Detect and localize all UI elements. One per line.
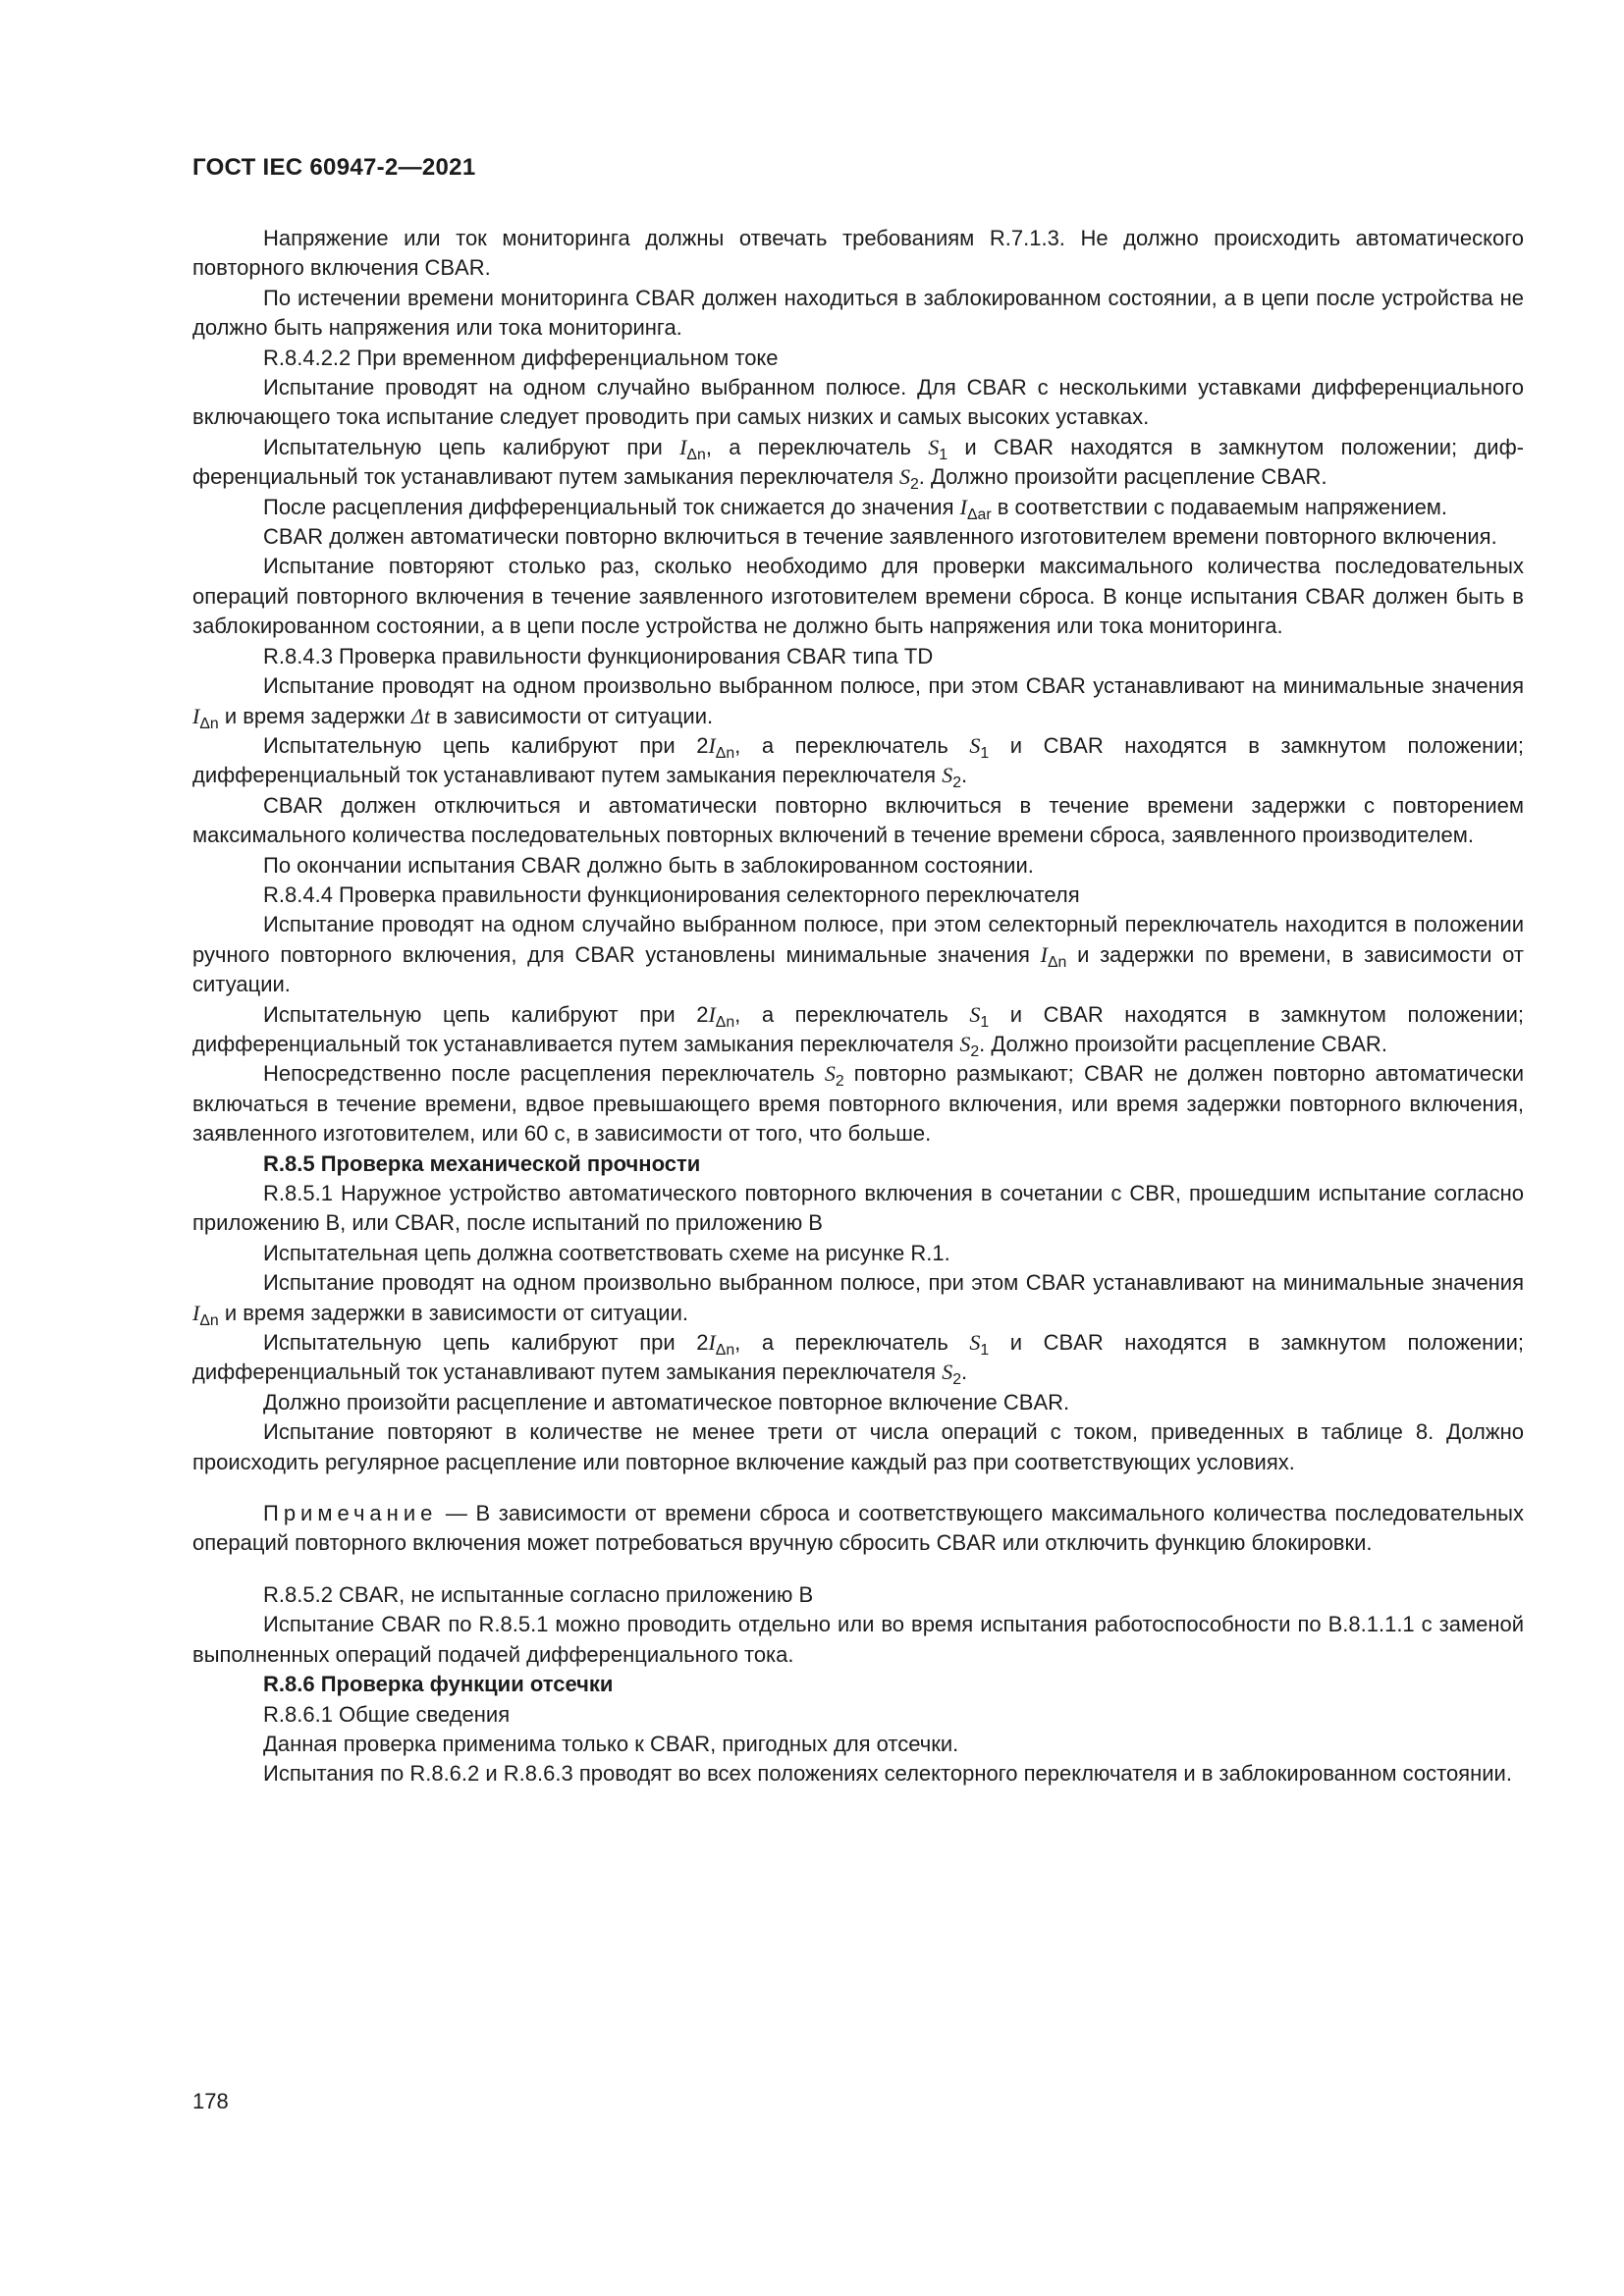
text-run: Испытание повторяют столько раз, сколько необходимо для проверки максимального количества последовательных операций повторного включения в течение заявленного изготовителем времени сброса. В конце испытания CBAR должен быть в заблокированном состоянии, а в цепи после устройства не должно быть напряжения или тока мониторинга. xyxy=(192,554,1524,639)
text-run: Непосредственно после расцепления переключатель xyxy=(263,1061,825,1087)
para-r-8-6-tests xyxy=(192,1759,1524,1789)
para-td-trip xyxy=(192,791,1524,851)
text-run: и время задержки в зависимости от ситуации. xyxy=(218,1300,688,1325)
heading-r-8-5 xyxy=(192,1149,1524,1179)
text-run: Испытательная цепь должна соответствовать схеме на рисунке R.1. xyxy=(263,1240,950,1265)
para-calibrate-1 xyxy=(192,433,1524,493)
para-r-8-5-1 xyxy=(192,1179,1524,1239)
para-selector-test xyxy=(192,910,1524,999)
heading-r-8-4-2-2 xyxy=(192,344,1524,373)
subscript: Δn xyxy=(199,715,219,732)
text-run: повторно размыкают; CBAR не должен повторно автоматически включаться в течение времени, вдвое превышающего время повторного включения, или время задержки повторного включения, заявленного изготовителем, или 60 с, в зависимости от того, что больше. xyxy=(192,1061,1524,1147)
text-run: и задержки по времени, в зависимости от ситуации. xyxy=(192,941,1524,997)
math-symbol: I xyxy=(192,703,200,728)
text-run: R.8.5.1 Наружное устройство автоматического повторного включения в сочетании с CBR, прошедшим испытание согласно приложению B, или CBAR, после испытаний по приложению B xyxy=(192,1181,1524,1236)
para-repeat xyxy=(192,552,1524,641)
text-run: — В зависимости от времени сброса и соответствующего максимального количества последовательных операций повторного включения может потребоваться вручную сбросить CBAR или отключить функцию блокировки. xyxy=(192,1501,1524,1556)
text-run: Испытание проводят на одном произвольно выбранном полюсе, при этом CBAR устанавливают на минимальные значения xyxy=(263,673,1524,699)
para-after-trip xyxy=(192,493,1524,522)
text-run: CBAR должен автоматически повторно включиться в течение заявленного изготовителем времени повторного включения. xyxy=(263,524,1497,550)
text-run: CBAR должен отключиться и автоматически повторно включиться в течение времени задержки с повторением максимального количества последовательных повторных включений в течение времени сброса, заявленного производителем. xyxy=(192,792,1524,848)
subscript: 1 xyxy=(980,1013,990,1031)
heading-r-8-4-4 xyxy=(192,881,1524,910)
text-run: Испытание повторяют в количестве не менее трети от числа операций с током, приведенных в таблице 8. Должно происходить регулярное расцепление или повторное включение каждый раз при соответствующих условиях. xyxy=(192,1419,1524,1474)
text-run: По окончании испытания CBAR должно быть в заблокированном состоянии. xyxy=(263,852,1034,878)
text-run: R.8.5.2 CBAR, не испытанные согласно приложению B xyxy=(263,1581,814,1607)
text-run: в зависимости от ситуации. xyxy=(429,703,714,728)
math-symbol: S xyxy=(898,464,910,490)
para-mech-repeat xyxy=(192,1417,1524,1477)
math-symbol: Δt xyxy=(410,703,430,728)
text-run: и CBAR находятся в замкнутом положении; дифференциальный ток устанавливается путем замыкания переключателя xyxy=(192,1001,1524,1056)
text-run: , а переключатель xyxy=(734,1001,970,1027)
text-run: Испытания по R.8.6.2 и R.8.6.3 проводят во всех положениях селекторного переключателя и в заблокированном состоянии. xyxy=(263,1761,1512,1787)
text-run: Испытание проводят на одном случайно выбранном полюсе. Для CBAR с несколькими уставками дифференциального включающего тока испытание следует проводить при самых низких и самых высоких уставках. xyxy=(192,375,1524,430)
text-run: Испытательную цепь калибруют при 2 xyxy=(263,1330,709,1356)
math-symbol: S xyxy=(942,1360,953,1385)
math-symbol: S xyxy=(942,763,953,788)
page-number: 178 xyxy=(192,2089,229,2113)
para-calibrate-4 xyxy=(192,1328,1524,1388)
subscript: Δn xyxy=(715,1013,735,1031)
subscript: 1 xyxy=(980,744,990,762)
math-symbol: I xyxy=(959,494,967,519)
text-run: R.8.4.3 Проверка правильности функционирования CBAR типа TD xyxy=(263,643,934,668)
text-run: Испытательную цепь калибруют при 2 xyxy=(263,732,709,758)
para-calibrate-2 xyxy=(192,731,1524,791)
math-symbol: S xyxy=(969,1001,981,1027)
document-body xyxy=(192,224,1524,1789)
math-symbol: S xyxy=(969,732,981,758)
subscript: Δn xyxy=(686,446,706,463)
text-run: R.8.6 Проверка функции отсечки xyxy=(263,1672,614,1697)
heading-r-8-6 xyxy=(192,1670,1524,1699)
text-run: R.8.5 Проверка механической прочности xyxy=(263,1150,701,1176)
para-monitoring-end xyxy=(192,284,1524,344)
subscript: 1 xyxy=(939,446,948,463)
text-run: Испытательную цепь калибруют при 2 xyxy=(263,1001,709,1027)
subscript: Δn xyxy=(715,1341,735,1359)
text-run: Испытание проводят на одном произвольно выбранном полюсе, при этом CBAR устанавливают на минимальные значения xyxy=(263,1270,1524,1296)
para-auto-reclose xyxy=(192,522,1524,552)
math-symbol: S xyxy=(928,434,940,459)
subscript: 2 xyxy=(952,774,962,792)
para-calibrate-3 xyxy=(192,1000,1524,1060)
text-run: . xyxy=(961,763,968,788)
math-symbol: I xyxy=(1040,941,1048,967)
math-symbol: I xyxy=(679,434,687,459)
text-run: , а переключатель xyxy=(734,732,970,758)
note-label: Примечание xyxy=(263,1501,438,1526)
subscript: 2 xyxy=(952,1371,962,1389)
math-symbol: S xyxy=(969,1330,981,1356)
text-run: R.8.4.2.2 При временном дифференциальном токе xyxy=(263,345,779,370)
para-td-test xyxy=(192,671,1524,731)
subscript: Δn xyxy=(199,1311,219,1329)
text-run: в соответствии с подаваемым напряжением. xyxy=(991,494,1448,519)
text-run: R.8.4.4 Проверка правильности функционирования селекторного переключателя xyxy=(263,881,1080,907)
subscript: 2 xyxy=(835,1073,844,1091)
para-r-8-5-2 xyxy=(192,1580,1524,1610)
text-run: . Должно произойти расцепление CBAR. xyxy=(979,1031,1387,1056)
para-circuit xyxy=(192,1239,1524,1268)
text-run: R.8.6.1 Общие сведения xyxy=(263,1701,511,1727)
heading-r-8-6-1 xyxy=(192,1700,1524,1730)
para-mech-test xyxy=(192,1268,1524,1328)
para-td-end xyxy=(192,851,1524,881)
para-applicable xyxy=(192,1730,1524,1759)
document-header: ГОСТ IEC 60947-2—2021 xyxy=(192,154,476,181)
math-symbol: I xyxy=(708,732,716,758)
subscript: Δn xyxy=(1047,953,1067,971)
subscript: 2 xyxy=(970,1042,980,1060)
math-symbol: I xyxy=(708,1001,716,1027)
subscript: 1 xyxy=(980,1341,990,1359)
text-run: Должно произойти расцепление и автоматическое повторное включение CBAR. xyxy=(263,1389,1070,1415)
text-run: Данная проверка применима только к CBAR, пригодных для отсечки. xyxy=(263,1731,959,1756)
math-symbol: S xyxy=(959,1031,971,1056)
para-monitoring-requirements xyxy=(192,224,1524,284)
text-run: Испытание CBAR по R.8.5.1 можно проводить отдельно или во время испытания работоспособности по B.8.1.1.1 с заменой выполненных операций подачей дифференциального тока. xyxy=(192,1612,1524,1667)
math-symbol: S xyxy=(824,1061,836,1087)
para-selector-open xyxy=(192,1059,1524,1148)
note-reset xyxy=(192,1499,1524,1559)
text-run: . Должно произойти расцепление CBAR. xyxy=(918,464,1327,490)
text-run: По истечении времени мониторинга CBAR должен находиться в заблокированном состоянии, а в цепи после устройства не должно быть напряжения или тока мониторинга. xyxy=(192,285,1524,341)
text-run: и время задержки xyxy=(218,703,411,728)
text-run: Напряжение или ток мониторинга должны отвечать требованиям R.7.1.3. Не должно происходить автоматического повторного включения CBAR. xyxy=(192,226,1524,281)
text-run: , а переключатель xyxy=(705,434,929,459)
text-run: и CBAR находятся в замкнутом положении; дифференциальный ток устанавливают путем замыкания переключателя xyxy=(192,434,1524,490)
para-r-8-5-2-text xyxy=(192,1610,1524,1670)
text-run: и CBAR находятся в замкнутом положении; дифференциальный ток устанавливают путем замыкания переключателя xyxy=(192,1330,1524,1385)
text-run: Испытательную цепь калибруют при xyxy=(263,434,680,459)
text-run: и CBAR находятся в замкнутом положении; дифференциальный ток устанавливают путем замыкания переключателя xyxy=(192,732,1524,788)
heading-r-8-4-3 xyxy=(192,642,1524,671)
text-run: , а переключатель xyxy=(734,1330,970,1356)
subscript: Δn xyxy=(715,744,735,762)
para-trip-reclose xyxy=(192,1388,1524,1417)
subscript: Δar xyxy=(966,506,992,523)
subscript: 2 xyxy=(909,476,919,493)
math-symbol: I xyxy=(192,1300,200,1325)
para-random-pole xyxy=(192,373,1524,433)
text-run: После расцепления дифференциальный ток снижается до значения xyxy=(263,494,960,519)
text-run: . xyxy=(961,1360,968,1385)
math-symbol: I xyxy=(708,1330,716,1356)
text-run: Испытание проводят на одном случайно выбранном полюсе, при этом селекторный переключатель находится в положении ручного повторного включения, для CBAR установлены минимальные значения xyxy=(192,912,1524,967)
